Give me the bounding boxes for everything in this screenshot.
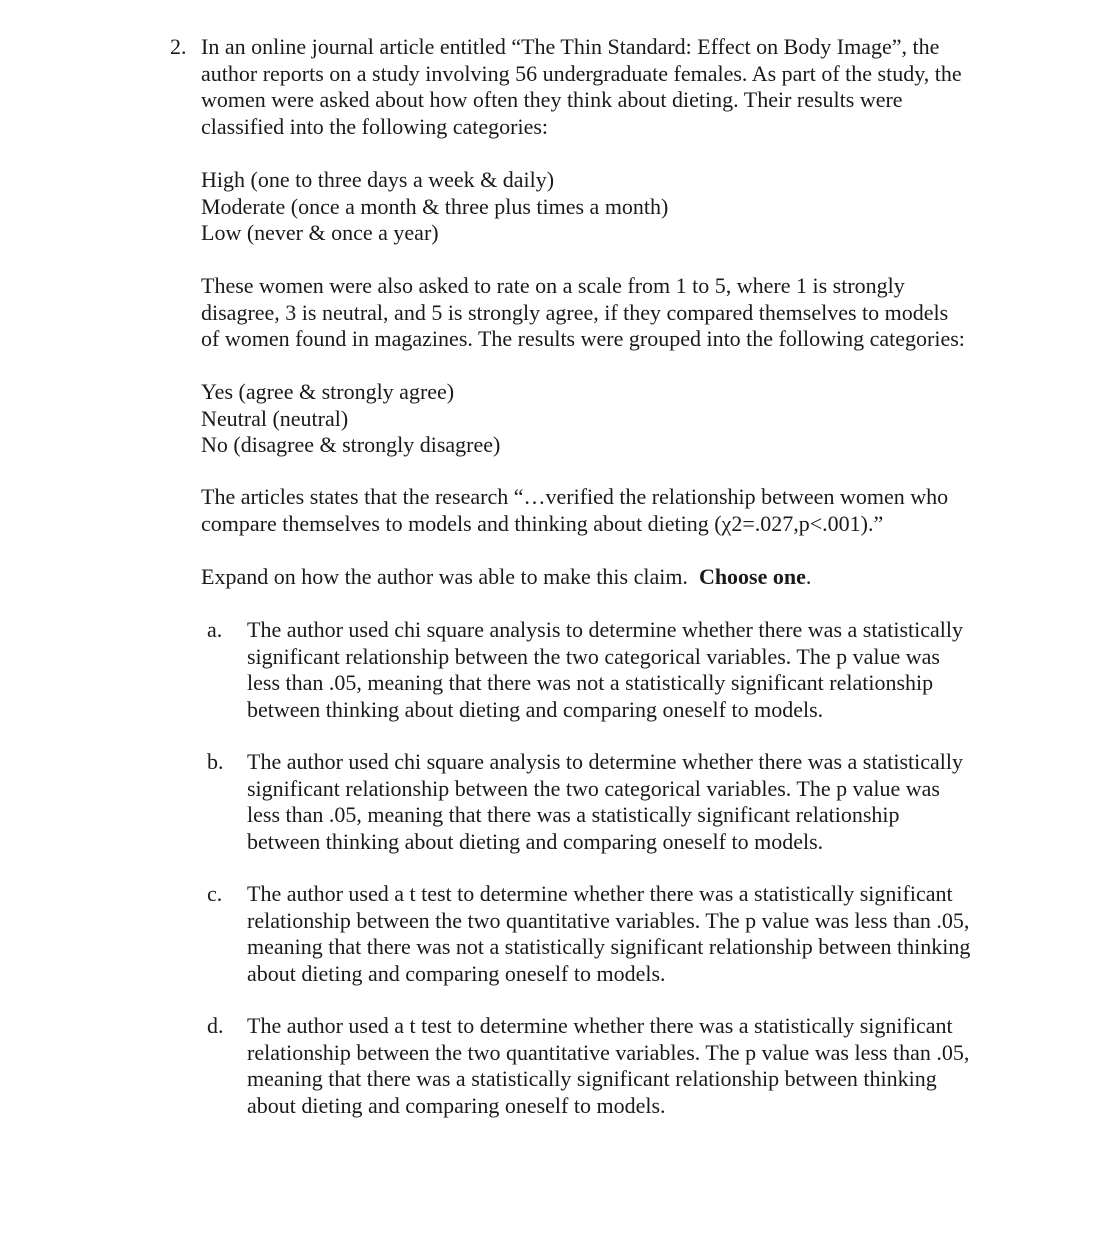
option-line: relationship between the two quantitative variables. The p value was less than .05,	[247, 907, 970, 933]
dieting-category: Low (never & once a year)	[201, 220, 439, 245]
dieting-category: Moderate (once a month & three plus times a month)	[201, 193, 669, 219]
claim-paragraph	[201, 484, 948, 537]
claim-line: The articles states that the research “…verified the relationship between women who	[201, 484, 949, 509]
compare-category: Neutral (neutral)	[201, 405, 349, 431]
compare-category: Yes (agree & strongly agree)	[201, 379, 455, 404]
option-text	[247, 617, 963, 723]
option-line: The author used chi square analysis to determine whether there was a statistically	[247, 749, 963, 774]
option-line: meaning that there was a statistically significant relationship between thinking	[247, 1066, 937, 1091]
compare-categories-list	[201, 379, 500, 459]
option-line: The author used a t test to determine whether there was a statistically significant	[247, 881, 953, 906]
prompt-text: Expand on how the author was able to make this claim.	[201, 564, 688, 589]
option-line: less than .05, meaning that there was a statistically significant relationship	[247, 802, 900, 827]
option-letter: b.	[207, 749, 224, 774]
dieting-category: High (one to three days a week & daily)	[201, 167, 555, 192]
option-line: The author used a t test to determine whether there was a statistically significant	[247, 1013, 953, 1038]
option-line: about dieting and comparing oneself to models.	[247, 1092, 666, 1118]
option-line: between thinking about dieting and comparing oneself to models.	[247, 828, 824, 854]
prompt	[201, 564, 811, 591]
option-line: The author used chi square analysis to determine whether there was a statistically	[247, 617, 963, 642]
rating-line: These women were also asked to rate on a scale from 1 to 5, where 1 is strongly	[201, 273, 905, 298]
option-text	[247, 1013, 969, 1119]
option-line: significant relationship between the two categorical variables. The p value was	[247, 775, 940, 801]
intro-line: In an online journal article entitled “The Thin Standard: Effect on Body Image”, the	[201, 34, 940, 59]
claim-line: compare themselves to models and thinking about dieting (χ2=.027,p<.001).”	[201, 510, 884, 536]
option-line: meaning that there was not a statistically significant relationship between thinking	[247, 934, 971, 959]
option-line: less than .05, meaning that there was not a statistically significant relationship	[247, 670, 934, 695]
rating-line: of women found in magazines. The results were grouped into the following categories:	[201, 326, 965, 351]
option-letter: d.	[207, 1013, 224, 1038]
rating-paragraph	[201, 273, 965, 353]
option-letter: c.	[207, 881, 223, 906]
question-number: 2.	[170, 34, 187, 59]
intro-paragraph	[201, 34, 962, 140]
dieting-categories-list	[201, 167, 668, 247]
option-line: relationship between the two quantitative variables. The p value was less than .05,	[247, 1039, 970, 1065]
compare-category: No (disagree & strongly disagree)	[201, 432, 501, 457]
rating-line: disagree, 3 is neutral, and 5 is strongly agree, if they compared themselves to models	[201, 299, 949, 325]
option-text	[247, 749, 963, 855]
option-line: about dieting and comparing oneself to models.	[247, 960, 666, 986]
option-line: significant relationship between the two categorical variables. The p value was	[247, 643, 940, 669]
option-line: between thinking about dieting and comparing oneself to models.	[247, 696, 824, 722]
intro-line: author reports on a study involving 56 undergraduate females. As part of the study, the	[201, 60, 962, 86]
option-letter: a.	[207, 617, 223, 642]
intro-line: classified into the following categories:	[201, 113, 549, 139]
prompt-period: .	[805, 564, 812, 589]
intro-line: women were asked about how often they think about dieting. Their results were	[201, 87, 903, 112]
prompt-instruction: Choose one	[698, 564, 806, 589]
option-text	[247, 881, 970, 987]
